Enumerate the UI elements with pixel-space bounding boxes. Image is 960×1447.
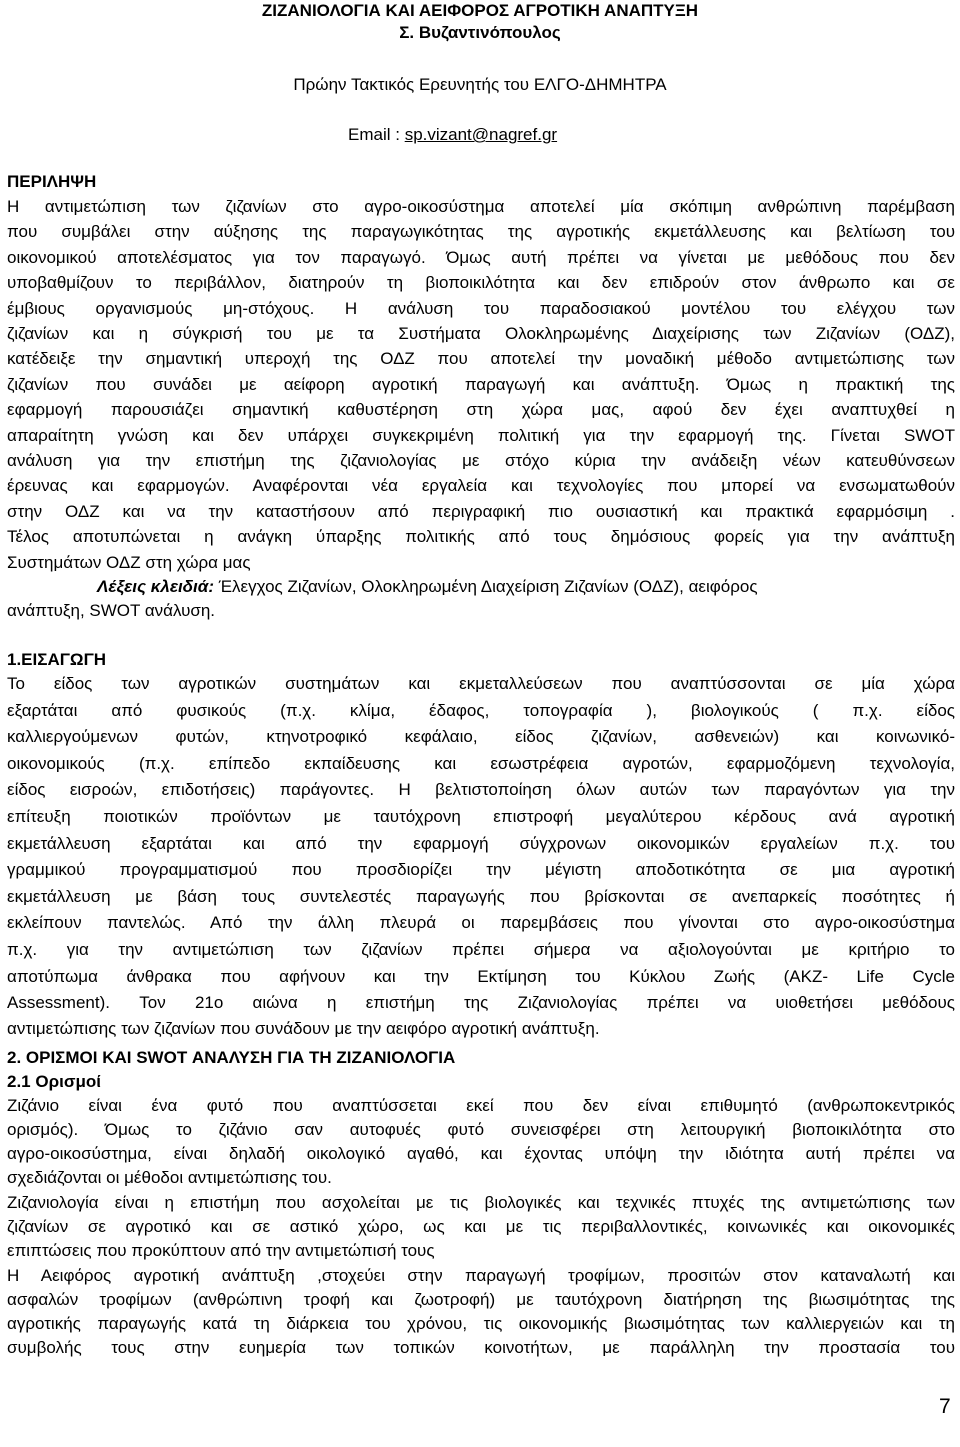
section-1-line: επίτευξη ποιοτικών προϊόντων με ταυτόχρονη επιστροφή μεγαλύτερου κέρδους ανά αγροτική: [7, 807, 955, 826]
abstract-line: ανάλυση για την επιστήμη της ζιζανιολογίας με στόχο κύρια την ανάδειξη νέων κατευθύνσεων: [7, 451, 955, 470]
section-1-line: καλλιεργούμενων φυτών, κτηνοτροφικό κεφάλαιο, είδος ζιζανίων, ασθενειών) και κοινωνικό-: [7, 727, 955, 747]
definition-weed-science-line: ζιζανίων σε αγροτικό και σε αστικό χώρο, ως και με τις περιβαλλοντικές, κοινωνικές και οικονομικές: [7, 1217, 955, 1236]
abstract-last-line: Συστημάτων ΟΔΖ στη χώρα μας: [7, 553, 251, 572]
section-2-1-heading: 2.1 Ορισμοί: [7, 1072, 101, 1091]
definition-sustainable-line: Η Αειφόρος αγροτική ανάπτυξη ,στοχεύει στην παραγωγή τροφίμων, προσιτών στον καταναλωτή και: [7, 1266, 955, 1285]
section-1-line: εκμετάλλευση εξαρτάται και από την εφαρμογή σύγχρονων οικονομικών εργαλείων π.χ. του: [7, 833, 955, 853]
section-1-line: γραμμικού προγραμματισμού που προσδιορίζει την μέγιστη αποδοτικότητα σε μια αγροτική: [7, 860, 955, 880]
section-1-line: είδος εισροών, επιδοτήσεις) παράγοντες. Η βελτιστοποίηση όλων αυτών των παραγόντων για την: [7, 780, 955, 800]
section-1-last-line: αντιμετώπισης των ζιζανίων που συνάδουν με την αειφόρο αγροτική ανάπτυξη.: [7, 1019, 600, 1038]
section-2-heading: 2. ΟΡΙΣΜΟΙ ΚΑΙ SWOT ΑΝΑΛΥΣΗ ΓΙΑ ΤΗ ΖΙΖΑΝΙΟΛΟΓΙΑ: [7, 1048, 456, 1067]
abstract-line: στην ΟΔΖ και να την καταστήσουν από περιγραφική πιο ουσιαστική και πρακτικά εφαρμόσιμη .: [7, 501, 955, 521]
section-1-line: π.χ. για την αντιμετώπιση των ζιζανίων πρέπει σήμερα να αξιολογούνται με κριτήριο το: [7, 940, 955, 959]
abstract-line: Η αντιμετώπιση των ζιζανίων στο αγρο-οικοσύστημα αποτελεί μία σκόπιμη ανθρώπινη παρέμβαση: [7, 197, 955, 216]
abstract-line: εφαρμογή παρουσιάζει σημαντική καθυστέρηση στη χώρα μας, αφού δεν έχει αναπτυχθεί η: [7, 400, 955, 420]
section-1-heading: 1.ΕΙΣΑΓΩΓΗ: [7, 650, 107, 669]
section-1-line: εξαρτάται από φυσικούς (π.χ. κλίμα, έδαφος, τοπογραφία ), βιολογικούς ( π.χ. είδος: [7, 700, 955, 720]
definition-weed-last: σχεδιάζονται οι μέθοδοι αντιμετώπισης του.: [7, 1168, 332, 1187]
definition-weed-line: ορισμός). Όμως το ζιζάνιο σαν αυτοφυές φυτό συνεισφέρει στη λειτουργική βιοποικιλότητα στο: [7, 1120, 955, 1139]
definition-weed-science-last: επιπτώσεις που προκύπτουν από την αντιμετώπισή τους: [7, 1241, 435, 1260]
author-name: Σ. Βυζαντινόπουλος: [399, 23, 561, 42]
keywords-continuation: ανάπτυξη, SWOT ανάλυση.: [7, 601, 216, 620]
definition-weed-line: αγρο-οικοσύστημα, είναι δηλαδή οικολογικό αγαθό, και έχοντας υπόψη την ιδιότητα αυτή πρέπει να: [7, 1144, 955, 1163]
abstract-line: κατέδειξε την σημαντική υπεροχή της ΟΔΖ που αποτελεί την μοναδική μέθοδο αντιμετώπισης των: [7, 349, 955, 369]
definition-weed-science-line: Ζιζανιολογία είναι η επιστήμη που ασχολείται με τις βιολογικές και τεχνικές πτυχές της αντιμετώπισης των: [7, 1193, 955, 1212]
section-1-line: αποτύπωμα άνθρακα που αφήνουν και την Εκτίμηση του Κύκλου Ζωής (AKZ- Life Cycle: [7, 966, 955, 986]
author-email-line: [348, 124, 557, 146]
abstract-line: Τέλος αποτυπώνεται η ανάγκη ύπαρξης πολιτικής από τους δημόσιους φορείς για την ανάπτυξη: [7, 527, 955, 547]
abstract-line: έμβιους οργανισμούς μη-στόχους. Η ανάλυση του παραδοσιακού μοντέλου του ελέγχου των: [7, 298, 955, 318]
abstract-line: απαραίτητη γνώση και δεν υπάρχει συγκεκριμένη πολιτική για την εφαρμογή της. Γίνεται SWOT: [7, 425, 955, 445]
abstract-line: υποβαθμίζουν το περιβάλλον, διατηρούν τη βιοποικιλότητα και δεν επιδρούν στον άνθρωπο και σε: [7, 273, 955, 293]
abstract-line: ζιζανίων και η σύγκρισή του με τα Συστήματα Ολοκληρωμένης Διαχείρισης των Ζιζανίων (ΟΔΖ),: [7, 324, 955, 343]
definition-weed-line: Ζιζάνιο είναι ένα φυτό που αναπτύσσεται εκεί που δεν είναι επιθυμητό (ανθρωποκεντρικός: [7, 1096, 955, 1115]
abstract-heading: ΠΕΡΙΛΗΨΗ: [7, 172, 97, 191]
abstract-line: ζιζανίων που συνάδει με αείφορη αγροτική παραγωγή και ανάπτυξη. Όμως η πρακτική της: [7, 374, 955, 394]
definition-sustainable-line: ασφαλών τροφίμων (ανθρώπινη τροφή και ζωοτροφή) με ταυτόχρονη διατήρηση της βιωσιμότητας της: [7, 1290, 955, 1309]
email-link[interactable]: sp.vizant@nagref.gr: [404, 125, 558, 144]
section-1-line: εκμετάλλευση με βάση τους συντελεστές παραγωγής που βρίσκονται σε ανεπαρκείς ποσότητες ή: [7, 886, 955, 906]
keywords: [7, 575, 955, 599]
section-1-line: Assessment). Τον 21ο αιώνα η επιστήμη της Ζιζανιολογίας πρέπει να υιοθετήσει μεθόδους: [7, 993, 955, 1013]
abstract-line: που συμβάλει στην αύξησης της παραγωγικότητας της αγροτικής εκμετάλλευσης και βελτίωση του: [7, 222, 955, 242]
section-1-line: Το είδος των αγροτικών συστημάτων και εκμεταλλεύσεων που αναπτύσσονται σε μία χώρα: [7, 674, 955, 693]
section-1-line: οικονομικούς (π.χ. επίπεδο εκπαίδευσης και εσωστρέφεια αγροτών, εφαρμοζόμενη τεχνολογία,: [7, 753, 955, 773]
definition-sustainable-line: συμβολής τους στην ευημερία των τοπικών κοινοτήτων, με παράλληλη την προστασία του: [7, 1338, 955, 1357]
paper-title: ΖΙΖΑΝΙΟΛΟΓΙΑ ΚΑΙ ΑΕΙΦΟΡΟΣ ΑΓΡΟΤΙΚΗ ΑΝΑΠΤΥΞΗ: [261, 1, 699, 20]
keywords-text: Έλεγχος Ζιζανίων, Ολοκληρωμένη Διαχείριση Ζιζανίων (ΟΔΖ), αειφόρος: [213, 577, 758, 596]
email-label: Email :: [348, 125, 405, 144]
abstract-line: έρευνας και εφαρμογών. Αναφέρονται νέα εργαλεία και τεχνολογίες που μπορεί να ενσωματωθούν: [7, 476, 955, 496]
section-1-line: εκλείπουν παντελώς. Από την άλλη πλευρά οι παρεμβάσεις που γίνονται στο αγρο-οικοσύστημα: [7, 913, 955, 933]
keywords-label: Λέξεις κλειδιά:: [97, 577, 214, 596]
author-affiliation: Πρώην Τακτικός Ερευνητής του ΕΛΓΟ-ΔΗΜΗΤΡΑ: [293, 75, 667, 94]
page-number: 7: [939, 1395, 951, 1418]
definition-sustainable-line: αγροτικής παραγωγής κατά τη διάρκεια του χρόνου, τις οικονομικής βιωσιμότητας των καλλιεργειών και τη: [7, 1314, 955, 1333]
abstract-line: οικονομικού αποτελέσματος για τον παραγωγό. Όμως αυτή πρέπει να γίνεται με μεθόδους που δεν: [7, 247, 955, 267]
